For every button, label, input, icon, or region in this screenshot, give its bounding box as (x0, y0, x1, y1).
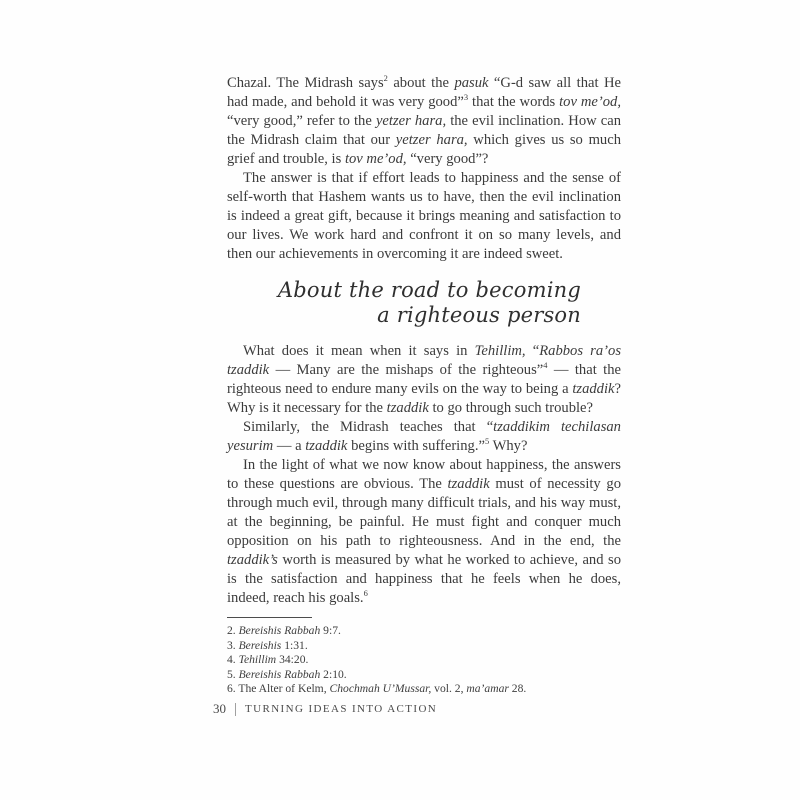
page-footer (213, 701, 437, 717)
footnote: 3. Bereishis 1:31. (227, 638, 308, 652)
footnote: 2. Bereishis Rabbah 9:7. (227, 624, 341, 637)
footnote: 4. Tehillim 34:20. (227, 653, 309, 667)
footer-divider (235, 703, 236, 716)
text-column (227, 74, 621, 697)
running-title: TURNING IDEAS INTO ACTION (245, 703, 438, 715)
section-heading-line1: About the road to becoming (277, 278, 581, 302)
section-heading (227, 278, 581, 328)
page-number: 30 (213, 701, 226, 716)
footnote: 6. The Alter of Kelm, Chochmah U’Mussar, vol. 2, ma’amar 28. (227, 682, 527, 696)
paragraph-continuation: Chazal. The Midrash says$^2$ about the pasuk “G-d saw all that He had made, and behold it was very good”$^3$ that the words tov me’od, “very good,” refer to the yetzer hara, the evil inclination. How can the Midrash claim that our yetzer hara, which gives us so much grief and trouble, is tov me’od, “very good”? (227, 73, 621, 167)
section-heading-line2: a righteous person (377, 303, 581, 327)
paragraph: The answer is that if effort leads to happiness and the sense of self-worth that Hashem wants us to have, then the evil inclination is indeed a great gift, because it brings meaning and satisfaction to our lives. We work hard and confront it on so many levels, and then our achievements in overcoming it are indeed sweet. (227, 170, 621, 262)
paragraph: Similarly, the Midrash teaches that “tzaddikim techilasan yesurim — a tzaddik begins with suffering.”$^5$ Why? (227, 419, 621, 454)
paragraph: What does it mean when it says in Tehillim, “Rabbos ra’os tzaddik — Many are the mishaps of the righteous”$^4$ — that the righteous need to endure many evils on the way to being a tzaddik? Why is it necessary for the tzaddik to go through such trouble? (227, 343, 621, 416)
paragraph: In the light of what we now know about happiness, the answers to these questions are obvious. The tzaddik must of necessity go through much evil, through many difficult trials, and his way must, at the beginning, be painful. He must fight and conquer much opposition on his path to righteousness. And in the end, the tzaddik’s worth is measured by what he worked to achieve, and so is the satisfaction and happiness that he feels when he does, indeed, reach his goals.$^6$ (227, 457, 621, 606)
footnote: 5. Bereishis Rabbah 2:10. (227, 667, 347, 681)
footnotes-block (227, 624, 621, 697)
footnote-divider (227, 617, 312, 618)
